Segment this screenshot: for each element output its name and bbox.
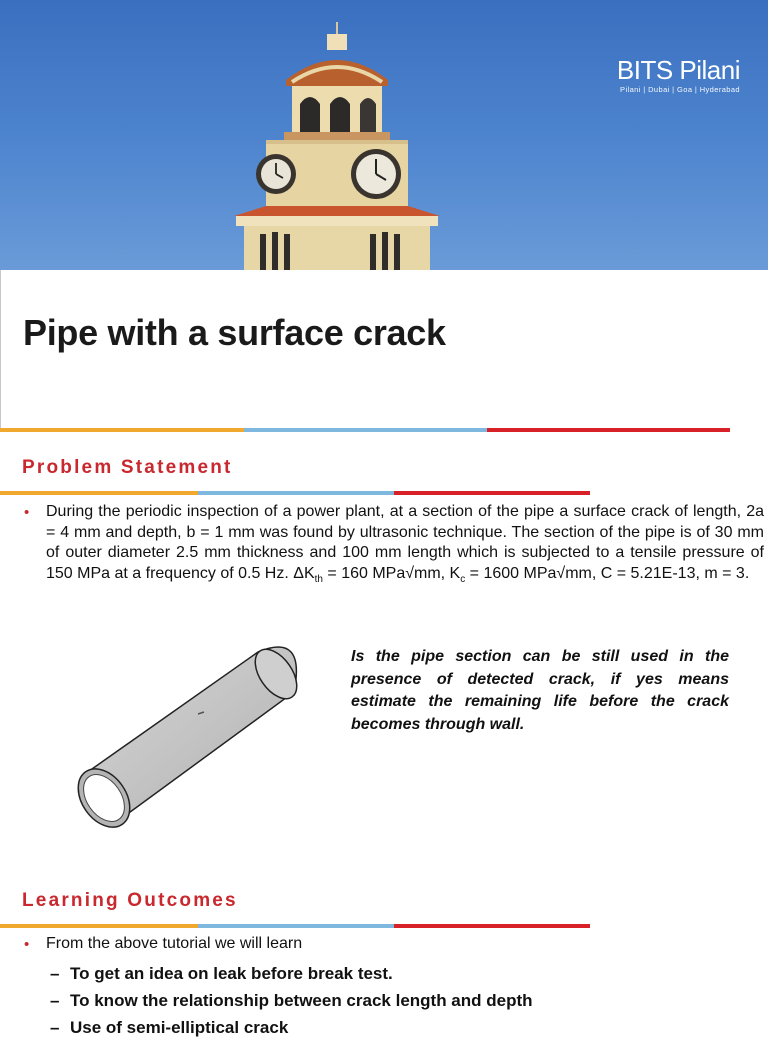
brand-name: BITS Pilani: [616, 55, 740, 85]
title-panel: [0, 270, 768, 430]
problem-text: During the periodic inspection of a power plant, at a section of the pipe a surface crack of length, 2a = 4 mm and depth, b = 1 mm was found by ultrasonic technique. The section of the pipe is of 30 mm of outer diameter 2.5 mm thickness and 100 mm length which is subjected to a tensile pressure of 150 MPa at a frequency of 0.5 Hz. $\Delta K_{th} = 160$ MPa√mm, $K_c = 1600$ MPa√mm, C = 5.21E-13, m = 3.: [46, 503, 764, 585]
bullet-icon: •: [24, 936, 30, 953]
slide-title: Pipe with a surface crack: [23, 312, 446, 353]
outcomes-list: [50, 960, 533, 1041]
outcomes-divider-bar: [0, 924, 590, 928]
problem-divider-bar: [0, 491, 590, 495]
bits-pilani-logo: [617, 56, 740, 94]
bullet-icon: •: [24, 504, 30, 521]
list-item: – To get an idea on leak before break test.: [50, 964, 393, 983]
problem-heading: Problem Statement: [22, 457, 233, 478]
header-banner: [0, 0, 768, 270]
title-divider-bar: [0, 428, 730, 432]
outcomes-intro: From the above tutorial we will learn: [46, 935, 303, 952]
question-text: Is the pipe section can be still used in the presence of detected crack, if yes means estimate the remaining life before the crack becomes through wall.: [351, 648, 729, 733]
brand-campuses: Pilani | Dubai | Goa | Hyderabad: [620, 85, 740, 94]
clock-tower-image: [226, 22, 448, 270]
pipe-image: [70, 640, 310, 840]
outcomes-heading: Learning Outcomes: [22, 890, 238, 911]
list-item: – Use of semi-elliptical crack: [50, 1018, 289, 1037]
list-item: – To know the relationship between crack length and depth: [50, 991, 533, 1010]
